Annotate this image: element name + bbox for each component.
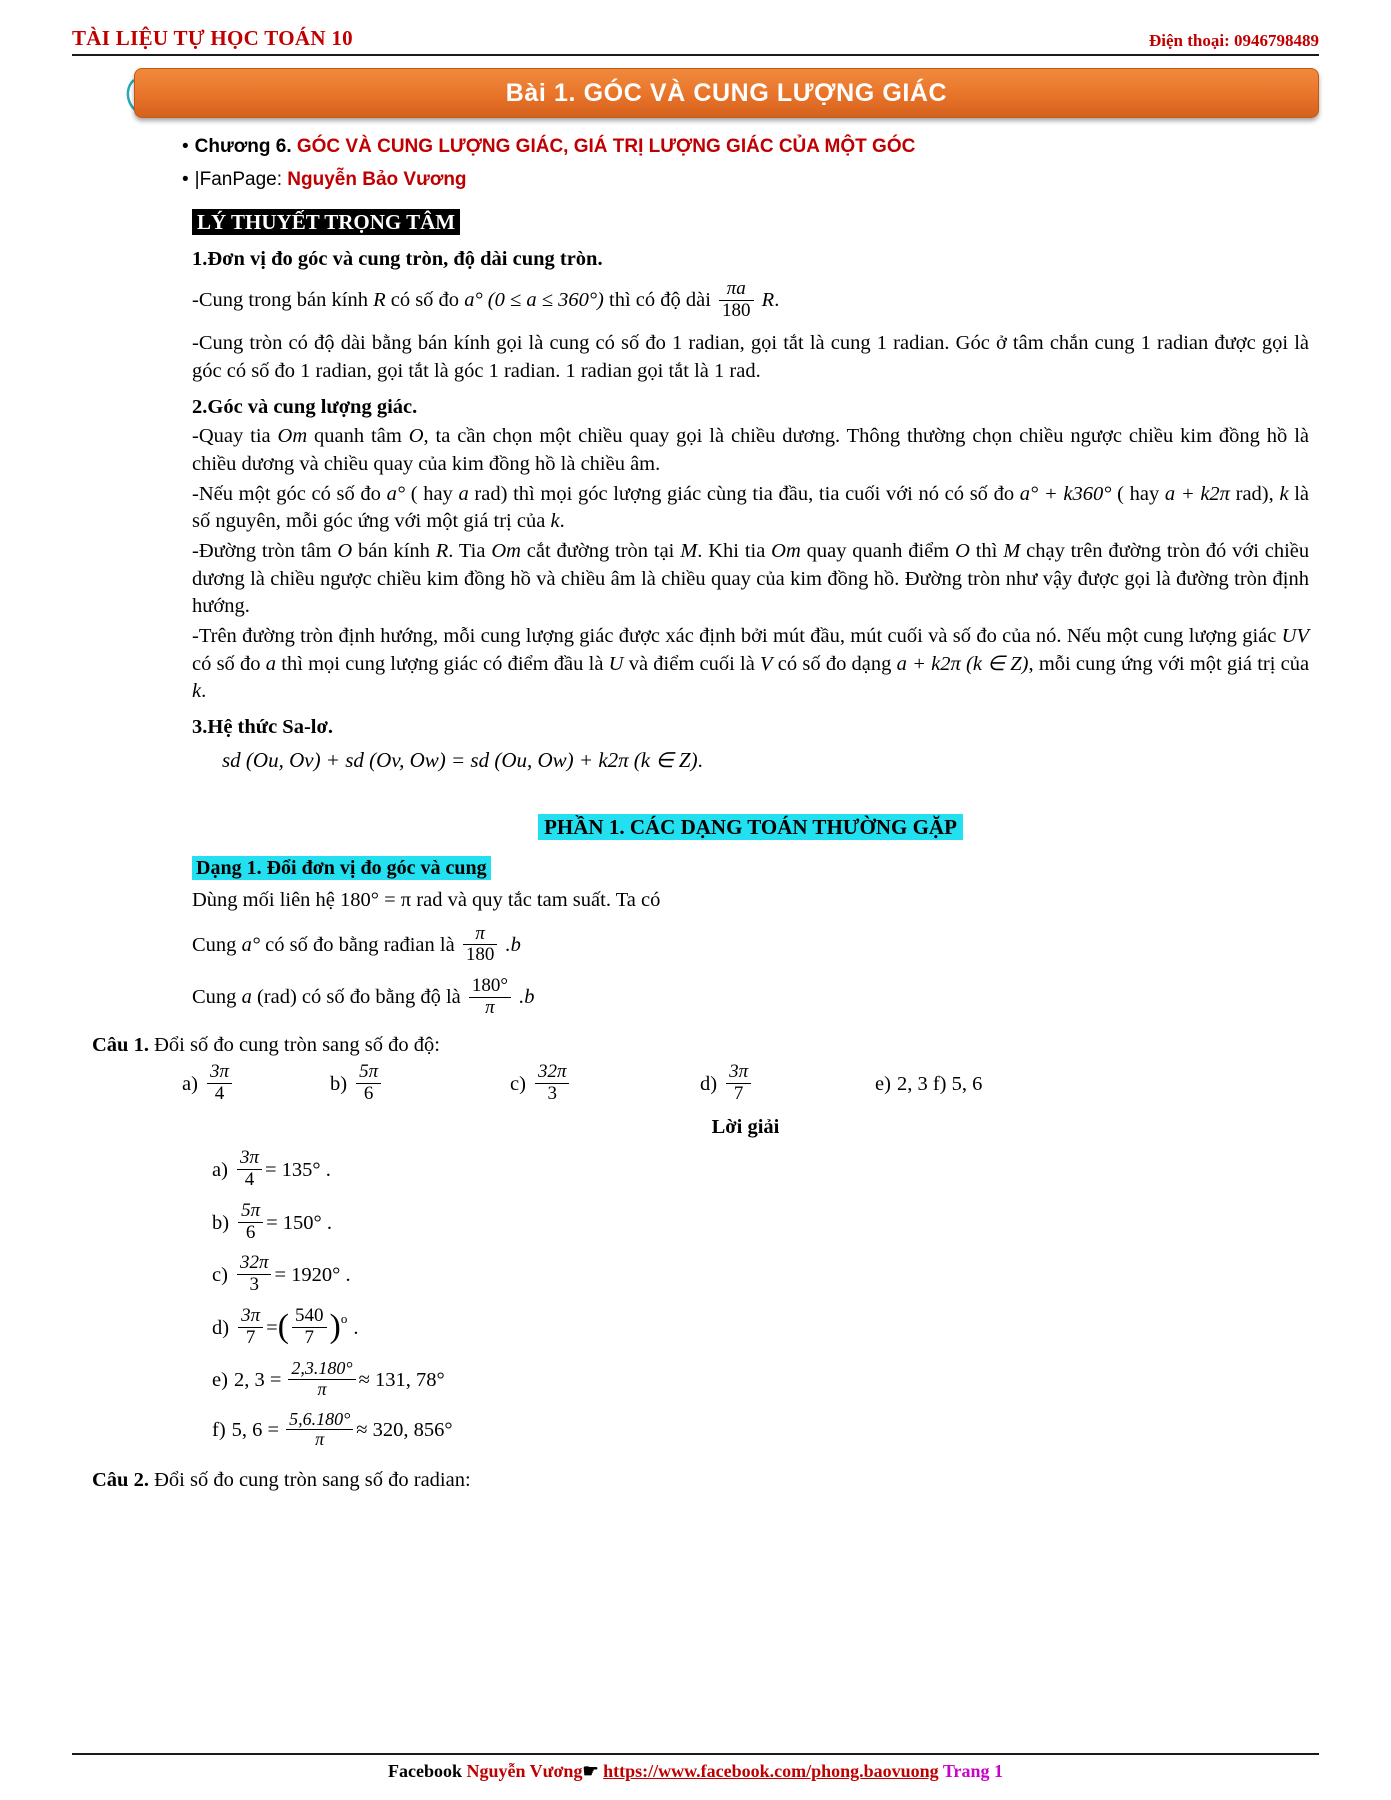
s2-p4-c: thì mọi cung lượng giác có điểm đầu là <box>281 652 604 675</box>
dang1-line2 <box>192 922 1309 968</box>
page-footer <box>72 1753 1319 1782</box>
option-c-num: 32π <box>537 1061 567 1083</box>
step-d-paren-close: ) <box>329 1307 341 1345</box>
s1-p1-R2: R <box>761 288 775 311</box>
s2-p2-a-rad: a <box>458 482 469 505</box>
dang1-line1: Dùng mối liên hệ 180° = π rad và quy tắc tam suất. Ta có <box>192 888 661 911</box>
step-f-num: 5,6.180° <box>289 1408 351 1429</box>
step-d-fraction <box>238 1306 263 1349</box>
s1-p1-a: -Cung trong bán kính <box>192 288 368 311</box>
s2-p4-end: . <box>201 680 207 703</box>
cau1-option-d <box>700 1063 875 1106</box>
s2-p4-cond: (k ∈ Z) <box>966 652 1029 675</box>
s2-p1-Om: Om <box>277 425 308 448</box>
step-d-inner-fraction <box>292 1306 327 1349</box>
s2-p4-d: và điểm cuối là <box>628 652 755 675</box>
option-b-fraction <box>356 1062 381 1105</box>
line2-frac-den: 180 <box>463 944 498 966</box>
s2-p2-b: ( hay <box>410 482 453 505</box>
s2-p4-U: U <box>608 652 624 675</box>
option-a-label: a) <box>182 1072 198 1095</box>
s1-p1-c: thì có độ dài <box>609 288 711 311</box>
step-f-label: f) <box>212 1419 226 1442</box>
step-d-equals: = <box>266 1317 278 1340</box>
step-c-label: c) <box>212 1264 228 1287</box>
option-b-den: 6 <box>356 1083 381 1105</box>
bullet-dot-icon: • <box>182 136 189 157</box>
cau1-option-c <box>510 1063 700 1106</box>
dang1-line3 <box>192 977 1309 1020</box>
s2-p2-f: là số nguyên, mỗi góc ứng với một giá trị của <box>192 482 1310 533</box>
cau2-label: Câu 2. <box>92 1469 149 1492</box>
step-b-tail: = 150° . <box>266 1211 332 1234</box>
cau1-step-e <box>92 1357 1309 1401</box>
line2-frac-num: π <box>475 922 485 944</box>
footer-facebook-link[interactable]: https://www.facebook.com/phong.baovuong <box>603 1761 939 1781</box>
line2-b: có số đo bằng rađian là <box>265 933 455 956</box>
theory-section-2-title: 2.Góc và cung lượng giác. <box>192 395 418 418</box>
option-d-den: 7 <box>726 1083 751 1105</box>
s2-p2-e: rad), <box>1235 482 1274 505</box>
fanpage-name: Nguyễn Bảo Vương <box>287 168 467 190</box>
theory-s2-p2 <box>192 481 1309 536</box>
step-e-fraction <box>288 1359 355 1400</box>
s2-p2-expr1: a° + k360° <box>1019 482 1112 505</box>
option-d-label: d) <box>700 1072 718 1095</box>
footer-page-number: 1 <box>994 1761 1004 1781</box>
page-header <box>72 26 1319 56</box>
s2-p3-Om: Om <box>491 540 521 563</box>
s1-p1-b: có số đo <box>390 288 460 311</box>
step-e-tail: ≈ 131, 78° <box>358 1368 445 1391</box>
document-body <box>72 208 1319 1020</box>
line3-frac-den: π <box>469 997 511 1019</box>
theory-section-3-title: 3.Hệ thức Sa-lơ. <box>192 716 333 739</box>
s2-p4-e: có số đo dạng <box>777 652 892 675</box>
footer-page-label: Trang <box>942 1761 990 1781</box>
step-b-num: 5π <box>241 1199 261 1221</box>
step-d-den: 7 <box>238 1327 263 1349</box>
step-e-den: π <box>288 1379 355 1400</box>
cau1-step-a <box>92 1146 1309 1192</box>
step-a-tail: = 135° . <box>264 1158 331 1181</box>
line3-frac-num: 180° <box>471 975 508 997</box>
s2-p1-b: quanh tâm <box>314 425 402 448</box>
part1-heading-wrap <box>192 813 1309 843</box>
step-e-lead: 2, 3 = <box>233 1368 282 1391</box>
salo-formula-condition: (k ∈ Z) <box>633 747 698 772</box>
title-banner-wrap <box>72 68 1319 124</box>
footer-author-name: Nguyễn Vương <box>466 1761 583 1781</box>
s1-p1-end: . <box>774 288 780 311</box>
step-e-num: 2,3.180° <box>291 1357 353 1378</box>
line2-a: Cung <box>192 933 237 956</box>
line3-b: (rad) có số đo bằng độ là <box>256 986 461 1009</box>
step-d-paren-open: ( <box>277 1307 289 1345</box>
s2-p2-expr2: a + k2π <box>1164 482 1230 505</box>
s2-p2-k: k <box>1279 482 1289 505</box>
s2-p3-M: M <box>680 540 698 563</box>
option-ef-text: 2, 3 f) 5, 6 <box>896 1072 983 1095</box>
s2-p2-d: ( hay <box>1117 482 1160 505</box>
s2-p2-a: -Nếu một góc có số đo <box>192 482 381 505</box>
cau1-option-b <box>330 1063 510 1106</box>
line3-a-var: a <box>241 986 252 1009</box>
theory-s2-p4 <box>192 623 1309 706</box>
cau1-text: Đổi số đo cung tròn sang số đo độ: <box>154 1034 440 1057</box>
s2-p1-a: -Quay tia <box>192 425 271 448</box>
cau2-text: Đổi số đo cung tròn sang số đo radian: <box>154 1469 471 1492</box>
s2-p4-UV: UV <box>1281 625 1309 648</box>
s1-p1-R: R <box>373 288 386 311</box>
cau2-question <box>92 1469 1309 1492</box>
salo-formula <box>192 746 1309 776</box>
cau1-question <box>92 1034 1309 1057</box>
footer-facebook-label: Facebook <box>387 1761 462 1781</box>
option-d-fraction <box>726 1062 751 1105</box>
s2-p3-M2: M <box>1003 540 1021 563</box>
pointer-hand-icon: ☛ <box>582 1761 599 1781</box>
s2-p3-d: cắt đường tròn tại <box>526 540 675 563</box>
step-d-label: d) <box>212 1317 230 1340</box>
salo-formula-end: . <box>697 749 703 772</box>
line2-fraction <box>463 924 498 967</box>
step-f-tail: ≈ 320, 856° <box>356 1419 453 1442</box>
cau1-step-b <box>92 1199 1309 1245</box>
meta-bullets <box>72 134 1319 192</box>
s2-p4-f: , mỗi cung ứng với một giá trị của <box>1028 652 1310 675</box>
cau1-options <box>92 1063 1309 1106</box>
s1-frac-den: 180 <box>719 300 754 322</box>
header-phone: Điện thoại: 0946798489 <box>1149 31 1319 50</box>
step-b-den: 6 <box>238 1222 263 1244</box>
lesson-title: Bài 1. GÓC VÀ CUNG LƯỢNG GIÁC <box>505 78 948 107</box>
option-b-num: 5π <box>359 1061 379 1083</box>
line2-tail: .b <box>505 933 521 956</box>
s2-p4-V: V <box>760 652 773 675</box>
line3-tail: .b <box>519 986 535 1009</box>
bullet-dot-icon-2: • <box>182 168 189 190</box>
salo-formula-main: sd (Ou, Ov) + sd (Ov, Ow) = sd (Ou, Ow) + k2π <box>222 747 629 772</box>
option-d-num: 3π <box>729 1061 749 1083</box>
s2-p3-Om2: Om <box>771 540 801 563</box>
option-a-num: 3π <box>209 1061 229 1083</box>
s2-p3-a: -Đường tròn tâm <box>192 540 332 563</box>
s2-p3-b: bán kính <box>358 540 430 563</box>
step-e-label: e) <box>212 1368 228 1391</box>
s2-p3-c: . Tia <box>448 540 486 563</box>
lesson-title-banner <box>134 68 1319 118</box>
theory-heading: LÝ THUYẾT TRỌNG TÂM <box>192 209 460 235</box>
theory-s2-p1 <box>192 423 1309 478</box>
chapter-text: GÓC VÀ CUNG LƯỢNG GIÁC, GIÁ TRỊ LƯỢNG GIÁC CỦA MỘT GÓC <box>296 136 916 157</box>
s2-p3-O: O <box>337 540 353 563</box>
s2-p4-b: có số đo <box>192 652 261 675</box>
s2-p1-O: O <box>408 425 424 448</box>
s2-p3-R: R <box>435 540 449 563</box>
line3-fraction <box>469 976 511 1019</box>
s2-p4-a-var: a <box>265 652 277 675</box>
step-d-end: . <box>353 1317 359 1340</box>
step-f-fraction <box>286 1410 353 1451</box>
s1-p1-a-deg: a° <box>464 288 483 311</box>
step-c-den: 3 <box>237 1274 272 1296</box>
theory-s1-p2: -Cung tròn có độ dài bằng bán kính gọi là cung có số đo 1 radian, gọi tắt là cung 1 radian. Góc ở tâm chắn cung 1 radian được gọi là góc có số đo 1 radian, gọi tắt là góc 1 radian. 1 radian gọi tắt là 1 rad. <box>192 332 1309 383</box>
s1-fraction <box>719 279 754 322</box>
s2-p2-end: . <box>559 510 565 533</box>
s2-p3-O2: O <box>955 540 970 563</box>
part1-heading: PHẦN 1. CÁC DẠNG TOÁN THƯỜNG GẶP <box>538 814 963 840</box>
step-d-degree-sup: o <box>340 1310 348 1326</box>
s2-p3-g: thì <box>975 540 998 563</box>
step-b-label: b) <box>212 1211 230 1234</box>
cau1-label: Câu 1. <box>92 1034 149 1057</box>
s2-p3-f: quay quanh điểm <box>806 540 950 563</box>
s2-p4-a: -Trên đường tròn định hướng, mỗi cung lượng giác được xác định bởi mút đầu, mút cuối và số đo của nó. Nếu một cung lượng giác <box>192 625 1277 648</box>
option-a-den: 4 <box>207 1083 232 1105</box>
option-e-label: e) <box>875 1072 891 1095</box>
cau1-solution-label: Lời giải <box>711 1115 780 1138</box>
step-f-lead: 5, 6 = <box>231 1419 280 1442</box>
chapter-separator: . <box>286 136 292 157</box>
bullet-fanpage <box>182 167 1319 193</box>
s2-p4-k: k <box>192 680 202 703</box>
header-doc-title: TÀI LIỆU TỰ HỌC TOÁN 10 <box>72 26 353 50</box>
theory-heading-wrap <box>192 208 1309 238</box>
s2-p4-expr: a + k2π <box>896 652 961 675</box>
step-f-den: π <box>286 1429 353 1450</box>
theory-s2-p3 <box>192 538 1309 621</box>
step-a-fraction <box>237 1148 262 1191</box>
option-c-label: c) <box>510 1072 526 1095</box>
step-d-inner-den: 7 <box>292 1327 327 1349</box>
cau1-option-ef <box>875 1073 982 1096</box>
step-a-den: 4 <box>237 1169 262 1191</box>
s2-p3-h: chạy trên đường tròn đó với chiều dương là chiều ngược chiều kim đồng hồ và chiều âm là chiều quay của kim đồng hồ. Đường tròn như vậy được gọi là đường tròn định hướng. <box>192 540 1310 618</box>
theory-s1-p1 <box>192 277 1309 323</box>
s2-p3-e: . Khi tia <box>697 540 766 563</box>
option-c-den: 3 <box>535 1083 570 1105</box>
s2-p2-a-deg: a° <box>386 482 406 505</box>
theory-section-1-title: 1.Đơn vị đo góc và cung tròn, độ dài cung tròn. <box>192 247 603 270</box>
step-b-fraction <box>238 1201 263 1244</box>
cau1-step-c <box>92 1254 1309 1297</box>
bullet-chapter <box>182 134 1319 160</box>
step-c-num: 32π <box>239 1252 269 1274</box>
s1-frac-num: πa <box>726 277 746 299</box>
option-b-label: b) <box>330 1072 348 1095</box>
step-c-tail: = 1920° . <box>274 1264 351 1287</box>
step-c-fraction <box>237 1253 272 1296</box>
step-d-inner-num: 540 <box>295 1305 324 1327</box>
step-a-num: 3π <box>239 1146 259 1168</box>
option-c-fraction <box>535 1062 570 1105</box>
chapter-label: Chương 6 <box>194 136 287 157</box>
step-d-num: 3π <box>241 1305 261 1327</box>
dang1-heading: Dạng 1. Đổi đơn vị đo góc và cung <box>192 856 491 880</box>
step-a-label: a) <box>212 1158 228 1181</box>
cau1-option-a <box>182 1063 330 1106</box>
s2-p1-c: , ta cần chọn một chiều quay gọi là chiều dương. Thông thường chọn chiều ngược chiều kim đồng hồ là chiều dương và chiều quay của kim đồng hồ là chiều âm. <box>192 425 1310 476</box>
dang1-heading-wrap <box>192 855 1309 883</box>
s1-p1-cond: (0 ≤ a ≤ 360°) <box>487 288 604 311</box>
cau1-step-f <box>92 1408 1309 1452</box>
line3-a: Cung <box>192 986 237 1009</box>
fanpage-label: |FanPage: <box>194 168 282 190</box>
exercise-area <box>72 1034 1319 1492</box>
s2-p2-c: rad) thì mọi góc lượng giác cùng tia đầu, tia cuối với nó có số đo <box>474 482 1015 505</box>
cau1-step-d <box>92 1307 1309 1350</box>
option-a-fraction <box>207 1062 232 1105</box>
line2-a-deg: a° <box>241 933 261 956</box>
s2-p2-k2: k <box>550 510 560 533</box>
